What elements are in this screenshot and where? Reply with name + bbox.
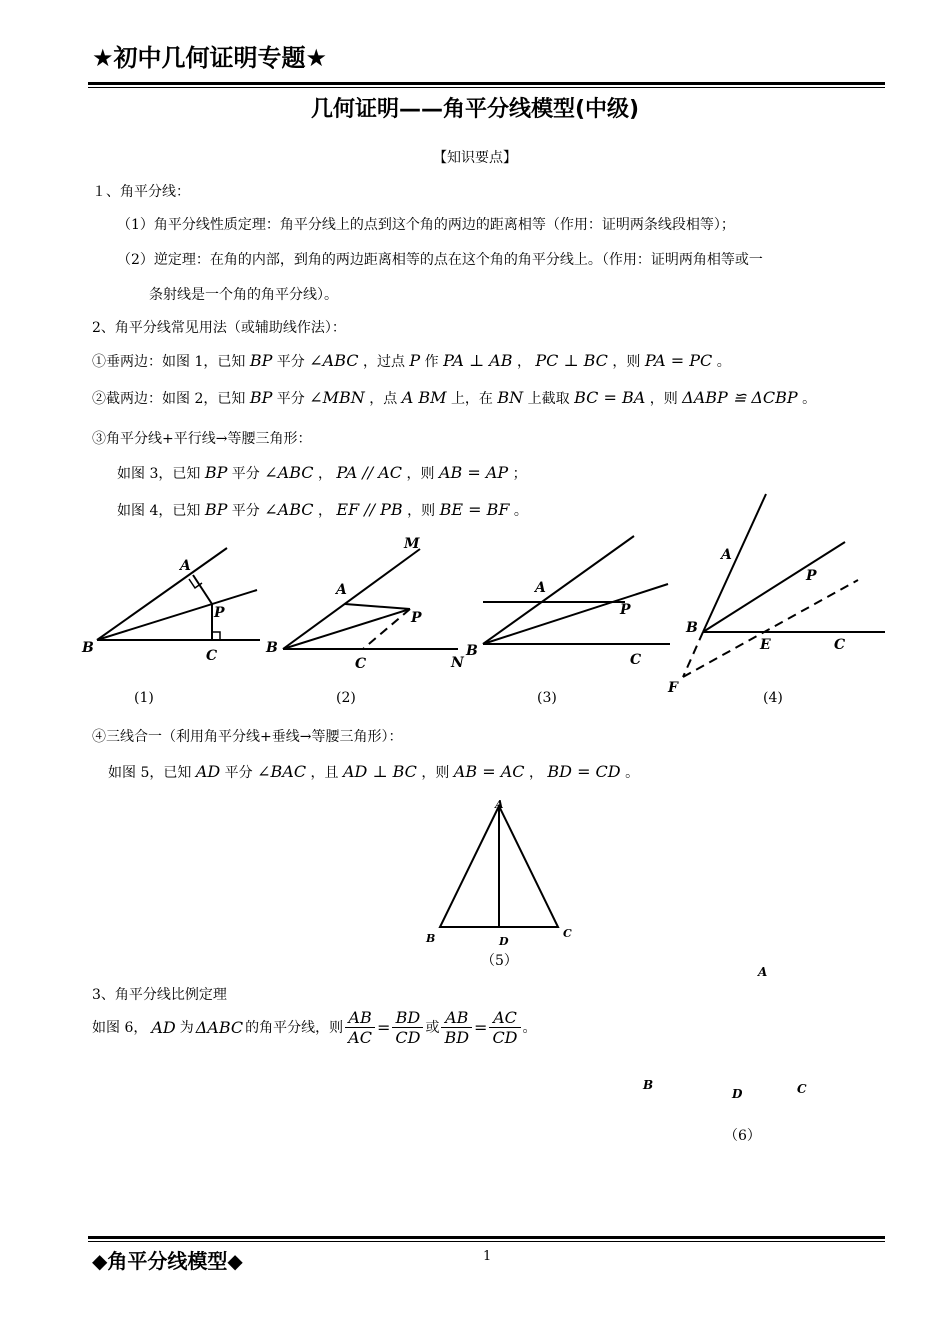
s3-frac3-num: AB [441, 1008, 472, 1028]
footer-rule-thin [88, 1241, 885, 1242]
s3-math-ad: AD [151, 1017, 176, 1037]
fig2-label-b: B [266, 640, 278, 656]
section1-item1: （1）角平分线性质定理：角平分线上的点到这个角的两边的距离相等（作用：证明两条线段相等）； [117, 217, 735, 233]
usage3-l2-math-conclusion: BE = BF [439, 500, 510, 519]
usage4-text-d: ，则 [421, 765, 450, 781]
fig4-label-f: F [668, 680, 678, 696]
usage1-math-conclusion: PA = PC [644, 351, 713, 370]
usage2-text-f: ，则 [649, 391, 678, 407]
usage3-l1-text-c: ， [317, 466, 332, 482]
section1-title: １、角平分线： [92, 184, 190, 200]
usage4-math-ab-ac: AB = AC [453, 762, 525, 781]
usage2-text-g: 。 [802, 391, 817, 407]
usage4-text-e: ， [528, 765, 543, 781]
s3-fraction-ab-bd [441, 1008, 472, 1047]
s3-text-b: 为 [179, 1020, 194, 1036]
usage2-math-angle: ∠MBN [309, 388, 365, 407]
s3-frac4-num: AC [489, 1008, 520, 1028]
s3-fraction-ab-ac [345, 1008, 375, 1047]
footer-title: ◆角平分线模型◆ [92, 1249, 243, 1273]
fig2-label-c: C [355, 656, 367, 672]
section1-item2-line2: 条射线是一个角的角平分线）。 [149, 287, 338, 303]
fig3-caption: (3) [537, 690, 557, 706]
fig2-line-ap [345, 604, 410, 609]
usage1-text-d: 作 [424, 354, 439, 370]
usage2-text-e: 上截取 [527, 391, 570, 407]
fig6-label-d: D [732, 1087, 743, 1101]
s3-equals-1: = [376, 1017, 391, 1037]
fig2-line-bp [283, 609, 410, 649]
usage3-l2-math-bp: BP [204, 500, 228, 519]
usage2-text-a: ②截两边：如图 2，已知 [92, 391, 246, 407]
usage2-math-a-bm: A BM [401, 388, 447, 407]
fig6-label-b: B [643, 1078, 654, 1092]
section3-title: 3、角平分线比例定理 [92, 987, 227, 1003]
s3-text-a: 如图 6， [92, 1020, 148, 1036]
figure-3 [483, 536, 670, 644]
fig1-caption: (1) [134, 690, 154, 706]
fig5-label-d: D [499, 935, 509, 948]
s3-frac1-den: AC [348, 1027, 372, 1047]
usage4-text-c: ，且 [310, 765, 339, 781]
fig1-right-angle-c [212, 632, 220, 640]
fig1-label-b: B [82, 640, 94, 656]
fig2-line-bm [283, 549, 420, 649]
usage4-text-f: 。 [625, 765, 640, 781]
usage2-text-c: ，点 [369, 391, 398, 407]
fig1-label-a: A [180, 558, 191, 574]
usage3-l1-text-d: ，则 [406, 466, 435, 482]
usage1-math-p: P [409, 351, 421, 370]
section1-item2-line1: （2）逆定理：在角的内部，到角的两边距离相等的点在这个角的角平分线上。（作用：证明两角相等或一 [117, 252, 763, 268]
fig4-label-c: C [834, 637, 846, 653]
usage1-math-angle: ∠ABC [309, 351, 359, 370]
figure-4 [683, 494, 885, 677]
fig4-label-p: P [806, 568, 817, 584]
usage3-l2-text-e: 。 [513, 503, 528, 519]
usage4-line1 [108, 762, 639, 782]
fig3-label-b: B [466, 643, 478, 659]
usage4-title: ④三线合一（利用角平分线+垂线→等腰三角形）： [92, 729, 403, 745]
s3-frac2-den: CD [395, 1027, 421, 1047]
usage1-math-pa-perp: PA ⊥ AB [443, 351, 513, 370]
usage3-title: ③角平分线+平行线→等腰三角形： [92, 431, 312, 447]
fig5-label-b: B [426, 932, 436, 945]
usage1-text-b: 平分 [276, 354, 305, 370]
fig6-caption: （6） [724, 1128, 761, 1144]
usage1-text-a: ①垂两边：如图 1，已知 [92, 354, 246, 370]
usage1-text-e: ， [516, 354, 531, 370]
usage4-text-a: 如图 5，已知 [108, 765, 192, 781]
fig4-label-a: A [721, 547, 732, 563]
usage1-text-g: 。 [716, 354, 731, 370]
usage4-math-perp: AD ⊥ BC [342, 762, 417, 781]
section2-title: 2、角平分线常见用法（或辅助线作法）： [92, 320, 346, 336]
usage2-math-bp: BP [249, 388, 273, 407]
section3-theorem-line [92, 1002, 537, 1052]
usage2-text-b: 平分 [276, 391, 305, 407]
fig1-line-pa [193, 575, 212, 604]
usage3-l1-text-e: ； [512, 466, 527, 482]
s3-frac1-num: AB [345, 1008, 375, 1028]
s3-frac4-den: CD [492, 1027, 518, 1047]
usage1-math-bp: BP [249, 351, 273, 370]
usage1-math-pc-perp: PC ⊥ BC [535, 351, 608, 370]
fig4-line-bf-dashed [683, 632, 703, 677]
fig2-line-pc-dashed [363, 609, 410, 649]
usage3-l2-text-a: 如图 4，已知 [117, 503, 201, 519]
fig2-label-m: M [404, 536, 420, 552]
usage2-math-bn: BN [497, 388, 524, 407]
fig3-label-a: A [535, 580, 546, 596]
fig3-label-c: C [630, 652, 642, 668]
usage3-l1-math-parallel: PA // AC [336, 463, 403, 482]
fig6-label-a: A [758, 965, 768, 979]
usage3-l2-text-c: ， [317, 503, 332, 519]
fig3-label-p: P [620, 602, 631, 618]
usage1-text-f: ，则 [612, 354, 641, 370]
header-title: ★初中几何证明专题★ [92, 44, 328, 72]
section-heading: 【知识要点】 [433, 150, 517, 166]
fig1-line-bp [97, 590, 257, 640]
usage4-math-angle: ∠BAC [257, 762, 307, 781]
usage3-l1-math-angle: ∠ABC [264, 463, 314, 482]
figure-5 [0, 790, 950, 955]
fig4-label-e: E [760, 637, 771, 653]
usage3-l1-math-bp: BP [204, 463, 228, 482]
usage2-text-d: 上，在 [450, 391, 493, 407]
usage4-math-bd-cd: BD = CD [547, 762, 621, 781]
usage1-text-c: ，过点 [362, 354, 405, 370]
document-title: 几何证明——角平分线模型(中级) [310, 97, 640, 122]
fig5-caption: （5） [481, 953, 518, 969]
usage4-text-b: 平分 [224, 765, 253, 781]
s3-fraction-ac-cd [489, 1008, 520, 1047]
usage4-math-ad: AD [195, 762, 221, 781]
fig5-label-c: C [563, 927, 572, 940]
fig2-label-a: A [336, 582, 347, 598]
fig5-label-a: A [495, 798, 504, 811]
s3-math-triangle: ΔABC [195, 1017, 244, 1037]
s3-equals-2: = [474, 1017, 488, 1037]
s3-text-or: 或 [425, 1020, 440, 1036]
usage3-l2-text-d: ，则 [407, 503, 436, 519]
usage3-l2-text-b: 平分 [231, 503, 260, 519]
s3-text-c: 的角平分线，则 [245, 1020, 344, 1036]
s3-fraction-bd-cd [392, 1008, 423, 1047]
s3-frac2-num: BD [392, 1008, 423, 1028]
fig1-label-c: C [206, 648, 218, 664]
fig1-label-p: P [214, 605, 225, 621]
figure-2 [283, 549, 458, 649]
usage3-l2-math-parallel: EF // PB [336, 500, 403, 519]
fig2-label-n: N [451, 655, 464, 671]
figure-1 [97, 548, 260, 640]
usage3-l1-math-conclusion: AB = AP [438, 463, 509, 482]
usage3-l1-text-a: 如图 3，已知 [117, 466, 201, 482]
usage3-l2-math-angle: ∠ABC [264, 500, 314, 519]
s3-text-end: 。 [522, 1020, 537, 1036]
usage2-math-congruent: ΔABP ≌ ΔCBP [682, 388, 798, 407]
figure-6 [600, 955, 860, 1105]
fig2-caption: (2) [336, 690, 356, 706]
s3-frac3-den: BD [444, 1027, 470, 1047]
usage3-l1-text-b: 平分 [231, 466, 260, 482]
fig6-label-c: C [797, 1082, 807, 1096]
fig1-line-ba [97, 548, 227, 640]
usage2-math-bc-ba: BC = BA [574, 388, 646, 407]
footer-rule-thick [88, 1236, 885, 1239]
page-number: 1 [483, 1249, 492, 1264]
fig4-label-b: B [686, 620, 698, 636]
fig4-caption: (4) [763, 690, 783, 706]
fig3-line-bp [483, 584, 668, 644]
fig3-line-ba [483, 536, 634, 644]
fig2-label-p: P [411, 610, 422, 626]
